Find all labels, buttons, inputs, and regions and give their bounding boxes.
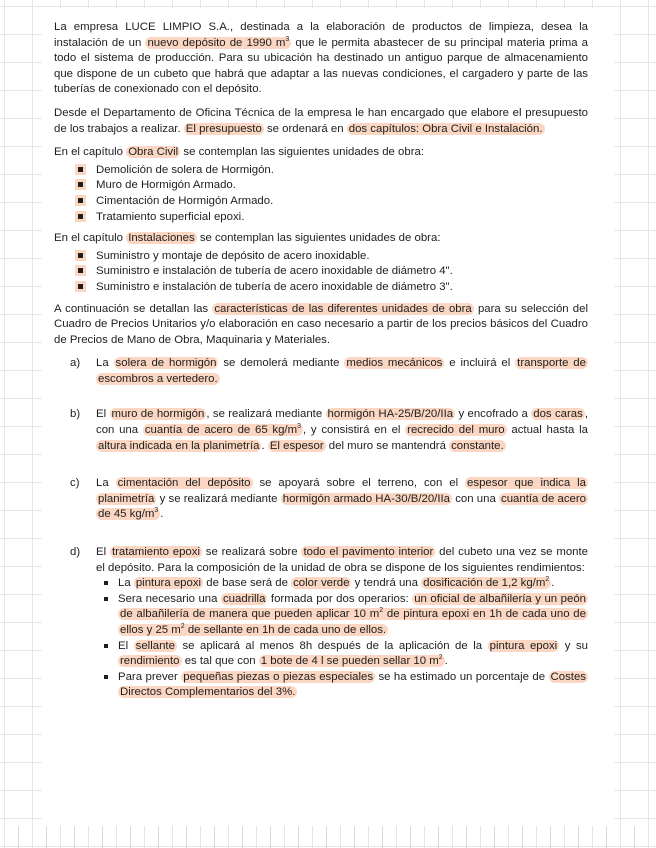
work-item-c: c) La cimentación del depósito se apoyará sobre el terreno, con el espesor que indica la planimetría y se realizará mediante hormigón armado HA-30/B/20/IIa con una cuantía de acero de 45 $kg/m^3$ . [70, 477, 587, 521]
sub-item: La pintura epoxi de base será de color verde y tendrá una dosificación de 1,2 $kg/m^2$ . [104, 576, 588, 592]
list-item: Cimentación de Hormigón Armado. [76, 194, 588, 210]
item-label: c) [70, 477, 80, 490]
text: Desde el Departamento de Oficina Técnica de la empresa le han encargado que elabore el presupuesto de los trabajos a realizar. [54, 106, 588, 135]
list-item: Suministro e instalación de tubería de acero inoxidable de diámetro 4". [76, 264, 588, 280]
highlight: Obra Civil [128, 146, 179, 159]
work-units-list [54, 356, 588, 701]
item-label: d) [70, 546, 81, 559]
item-label: b) [70, 408, 81, 421]
text: La empresa LUCE LIMPIO S.A., destinada a la elaboración de productos de limpieza, desea la instalación de un [54, 21, 588, 49]
work-item-d: d) El tratamiento epoxi se realizará sobre todo el pavimento interior del cubeto una vez se monte el depósito. Para la composición de la unidad de obra se dispone de los siguientes rendimientos: La pintura epoxi de base será de color verde y tendrá una dosificación de 1,2 $kg/m^2$ . Sera necesario una cuadrilla formada por dos operarios: un oficial de albañilería y un peón de albañilería de manera que pueden aplicar 10 $m^2$ de pintura epoxi en 1h de cada uno de ellos y 25 $m^2$ de sellante en 1h de cada uno de ellos. El sellante se aplicará al menos 8h después de la aplicación de la pintura epoxi y su rendimiento es tal que con 1 bote de 4 l se pueden sellar 10 $m^2$ . Para prever pequeñas piezas o piezas especiales se ha estimado un porcentaje de Costes Directos Complementarios del 3%. [70, 545, 588, 701]
intro-paragraph [54, 20, 588, 98]
list-item: Suministro e instalación de tubería de acero inoxidable de diámetro 3". [76, 280, 588, 296]
square-bullet-icon [78, 214, 83, 219]
highlight: dos capítulos: Obra Civil e Instalación. [348, 122, 543, 135]
bullet-icon [104, 675, 108, 679]
text: se ordenará en [263, 122, 347, 135]
item-label: a) [70, 357, 81, 370]
sub-item: Sera necesario una cuadrilla formada por dos operarios: un oficial de albañilería y un peón de albañilería de manera que pueden aplicar 10 $m^2$ de pintura epoxi en 1h de cada uno de ellos y 25 $m^2$ de sellante en 1h de cada uno de ellos. [104, 592, 588, 639]
instalaciones-list [54, 249, 588, 296]
square-bullet-icon [78, 284, 83, 289]
sub-item: Para prever pequeñas piezas o piezas especiales se ha estimado un porcentaje de Costes Directos Complementarios del 3%. [104, 670, 588, 701]
bullet-icon [104, 644, 108, 648]
square-bullet-icon [78, 268, 83, 273]
list-item: Tratamiento superficial epoxi. [76, 210, 588, 226]
list-item: Demolición de solera de Hormigón. [76, 163, 588, 179]
square-bullet-icon [78, 167, 83, 172]
obra-civil-list [54, 163, 588, 225]
highlight: características de las diferentes unidades de obra [214, 302, 472, 315]
budget-paragraph [54, 106, 588, 137]
bullet-icon [104, 597, 108, 601]
work-item-a: a) La solera de hormigón se demolerá mediante medios mecánicos e incluirá el transporte de escombros a vertedero. [70, 357, 586, 385]
epoxi-sublist [96, 576, 588, 701]
instalaciones-intro: En el capítulo Instalaciones se contemplan las siguientes unidades de obra: [54, 232, 441, 245]
sub-item: El sellante se aplicará al menos 8h después de la aplicación de la pintura epoxi y su rendimiento es tal que con 1 bote de 4 l se pueden sellar 10 $m^2$ . [104, 639, 588, 670]
square-bullet-icon [78, 198, 83, 203]
highlight: nuevo depósito de 1990 $m^3$ [147, 35, 290, 49]
document-body [54, 20, 588, 701]
work-item-b: b) El muro de hormigón , se realizará mediante hormigón HA-25/B/20/IIa y encofrado a dos caras , con una cuantía de acero de 65 $kg/m^3$ , y consistirá en el recrecido del muro actual hasta la altura indicada en la planimetría . El espesor del muro se mantendrá constante. [70, 408, 588, 452]
bullet-icon [104, 581, 108, 585]
highlight: El presupuesto [185, 122, 262, 135]
square-bullet-icon [78, 182, 83, 187]
details-paragraph: A continuación se detallan las características de las diferentes unidades de obra para su selección del Cuadro de Precios Unitarios y/o elaboración en caso necesario a partir de los precios básicos del Cuadro de Precios de Mano de Obra, Maquinaria y Materiales. [54, 302, 588, 346]
obra-civil-intro: En el capítulo Obra Civil se contemplan las siguientes unidades de obra: [54, 146, 424, 159]
highlight: Instalaciones [128, 232, 195, 245]
list-item: Muro de Hormigón Armado. [76, 178, 588, 194]
bottom-ruler [0, 826, 656, 848]
text: que le permita abastecer de su principal materia prima a todo el sistema de producción. Para su ubicación ha destinado un antiguo parque de almacenamiento que dispone de un cubeto que habrá que adaptar a las nuevas condiciones, el cargadero y parte de las tuberías de conexionado con el depósito. [54, 36, 589, 96]
square-bullet-icon [78, 253, 83, 258]
list-item: Suministro y montaje de depósito de acero inoxidable. [76, 249, 588, 265]
